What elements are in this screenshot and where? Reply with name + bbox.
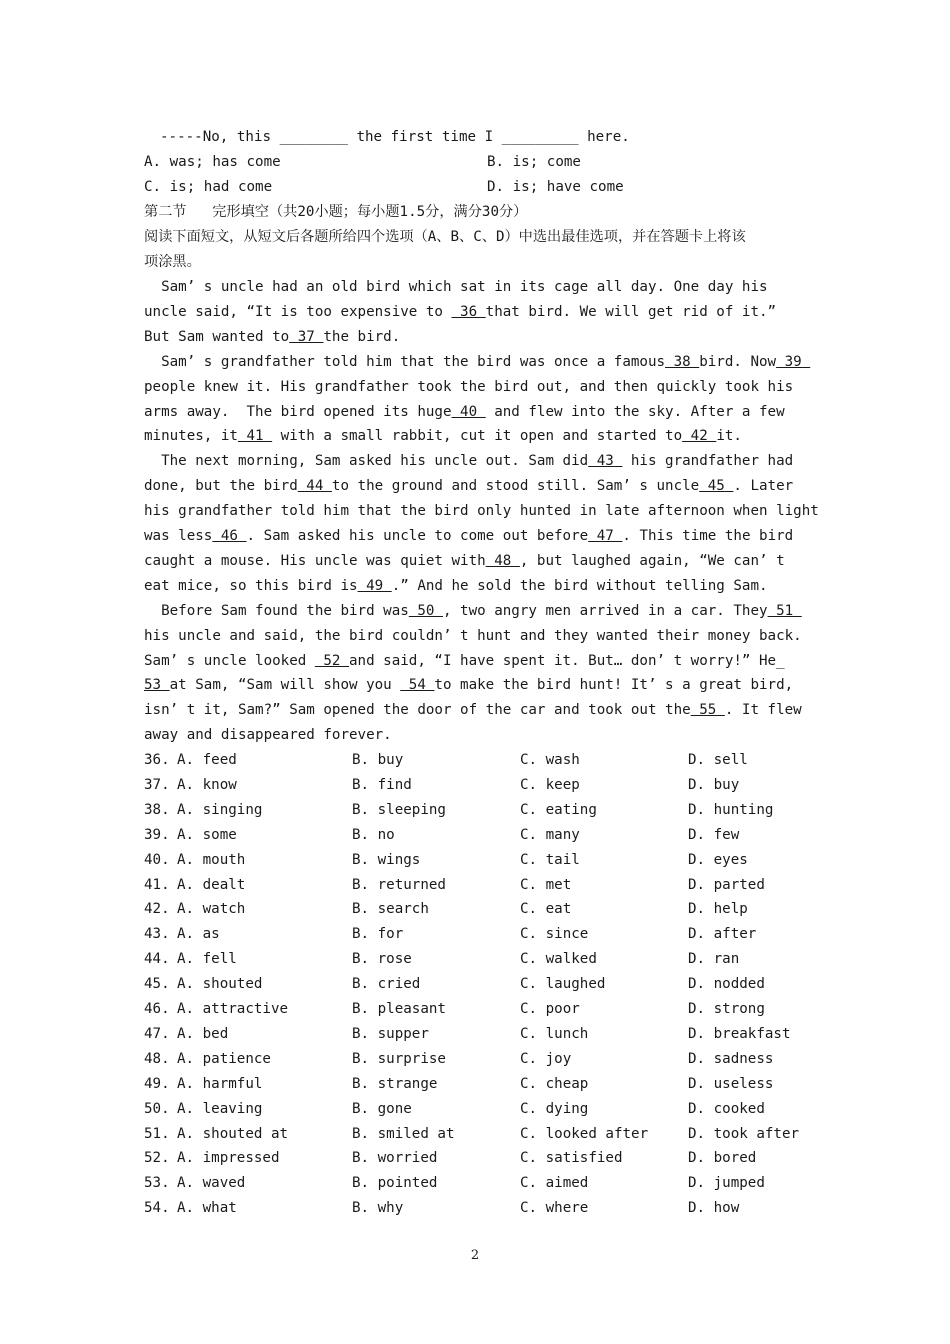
option-a: A. attractive	[177, 1001, 289, 1017]
passage-line	[144, 426, 742, 446]
passage-line	[144, 551, 785, 571]
passage-line	[144, 501, 819, 521]
option-b: B. smiled at	[352, 1125, 455, 1142]
option-c: C. met	[520, 876, 572, 893]
option-d: D. parted	[688, 876, 765, 893]
option-c: C. lunch	[520, 1025, 589, 1042]
passage-text: . This time the bird	[622, 528, 794, 544]
option-b: B. search	[352, 901, 429, 918]
option-b: B. gone	[352, 1100, 412, 1117]
passage-text: that bird. We will get rid of it.”	[485, 303, 777, 320]
passage-line	[144, 700, 802, 720]
blank-number: 47	[588, 528, 623, 544]
option-a: A. feed	[177, 752, 237, 768]
option-c: C. since	[520, 926, 589, 943]
option-b: B. is; come	[487, 154, 581, 170]
passage-line	[144, 377, 793, 397]
passage-line	[144, 402, 785, 422]
blank-number: 42	[682, 428, 717, 445]
option-a: A. what	[177, 1200, 237, 1217]
question-number: 44.	[144, 951, 170, 968]
blank-number: 39	[776, 353, 811, 370]
option-d: D. strong	[688, 1001, 765, 1017]
question-number: 37.	[144, 776, 170, 793]
passage-text: to the ground and stood still. Sam’ s uncle	[331, 478, 700, 495]
option-d: D. how	[688, 1200, 740, 1217]
option-c: C. satisfied	[520, 1150, 623, 1167]
option-a: A. was; has come	[144, 154, 281, 170]
passage-text: caught a mouse. His uncle was quiet with	[144, 552, 486, 569]
option-d: D. after	[688, 926, 757, 943]
passage-line	[144, 277, 768, 297]
option-b: B. find	[352, 776, 412, 793]
option-a: A. leaving	[177, 1100, 263, 1117]
option-b: B. supper	[352, 1025, 429, 1042]
passage-text: _	[776, 652, 785, 669]
question-number: 47.	[144, 1025, 170, 1042]
passage-text: his grandfather had	[622, 453, 794, 470]
passage-text: , two angry men arrived in a car. They	[442, 602, 768, 619]
blank-number: 43	[588, 453, 623, 470]
option-b: B. wings	[352, 851, 421, 868]
passage-text: The next morning, Sam asked his uncle out. Sam did	[144, 453, 589, 470]
option-a: A. waved	[177, 1175, 246, 1192]
blank-number: 46	[212, 528, 247, 544]
passage-line	[144, 327, 400, 347]
passage-line	[144, 302, 776, 322]
question-number: 43.	[144, 926, 170, 943]
option-b: B. why	[352, 1200, 404, 1217]
option-b: B. rose	[352, 951, 412, 968]
option-c: C. is; had come	[144, 179, 273, 195]
passage-text: eat mice, so this bird is	[144, 577, 358, 594]
passage-text: Sam’ s grandfather told him that the bird was once a famous	[144, 353, 666, 370]
passage-line	[144, 476, 793, 496]
passage-text: and said, “I have spent it. But… don’ t worry!” He	[349, 652, 777, 669]
question-number: 54.	[144, 1200, 170, 1217]
option-c: C. walked	[520, 951, 597, 968]
blank-number: 48	[485, 552, 520, 569]
blank-number: 40	[451, 403, 486, 420]
blank-number: 36	[451, 303, 486, 320]
option-a: A. mouth	[177, 851, 246, 868]
option-d: D. eyes	[688, 851, 748, 868]
section-instruction: 阅读下面短文，从短文后各题所给四个选项（A、B、C、D）中选出最佳选项，并在答题卡上将该	[144, 229, 746, 245]
option-a: A. patience	[177, 1050, 271, 1067]
blank-number: 45	[699, 478, 734, 495]
option-c: C. keep	[520, 776, 580, 793]
option-b: B. surprise	[352, 1050, 446, 1067]
option-d: D. is; have come	[487, 179, 624, 195]
blank-number: 54	[400, 677, 435, 694]
option-c: C. where	[520, 1200, 589, 1217]
section-heading: 第二节 完形填空（共20小题；每小题1.5分，满分30分）	[144, 204, 528, 220]
option-c: C. looked after	[520, 1125, 649, 1142]
passage-text: and flew into the sky. After a few	[485, 403, 785, 420]
option-b: B. sleeping	[352, 801, 446, 818]
blank-number: 49	[357, 577, 392, 594]
option-a: A. dealt	[177, 876, 246, 893]
passage-text: at Sam, “Sam will show you	[169, 677, 401, 694]
passage-text: with a small rabbit, cut it open and started to	[272, 428, 683, 445]
option-a: A. singing	[177, 801, 263, 818]
option-a: A. harmful	[177, 1075, 263, 1092]
passage-text: uncle said, “It is too expensive to	[144, 303, 452, 320]
blank-number: 44	[297, 478, 332, 495]
blank-number: 50	[408, 602, 443, 619]
question-number: 48.	[144, 1050, 170, 1067]
passage-text: Before Sam found the bird was	[144, 602, 409, 619]
blank-number: 37	[289, 328, 324, 345]
passage-text: bird. Now	[699, 353, 777, 370]
option-b: B. for	[352, 926, 404, 943]
passage-line	[144, 451, 793, 471]
question-number: 36.	[144, 752, 170, 768]
blank-number: 38	[665, 353, 700, 370]
passage-text: minutes, it	[144, 428, 238, 445]
passage-text: . Sam asked his uncle to come out before	[246, 528, 589, 544]
option-b: B. no	[352, 826, 395, 843]
passage-line	[144, 675, 793, 695]
passage-text: his uncle and said, the bird couldn’ t hunt and they wanted their money back.	[144, 627, 802, 644]
option-d: D. help	[688, 901, 748, 918]
question-number: 42.	[144, 901, 170, 918]
blank-number: 55	[690, 702, 725, 719]
option-c: C. wash	[520, 752, 580, 768]
passage-text: Sam’ s uncle looked	[144, 652, 315, 669]
passage-text: people knew it. His grandfather took the bird out, and then quickly took his	[144, 378, 794, 395]
option-a: A. impressed	[177, 1150, 280, 1167]
option-c: C. joy	[520, 1050, 572, 1067]
question-line: -----No, this ________ the first time I _________ here.	[160, 129, 630, 145]
passage-text: to make the bird hunt! It’ s a great bird,	[434, 677, 794, 694]
question-number: 49.	[144, 1075, 170, 1092]
passage-line	[144, 526, 793, 546]
passage-text: arms away. The bird opened its huge	[144, 403, 452, 420]
option-b: B. returned	[352, 876, 446, 893]
option-d: D. jumped	[688, 1175, 765, 1192]
option-a: A. shouted	[177, 976, 263, 993]
option-a: A. fell	[177, 951, 237, 968]
question-number: 38.	[144, 801, 170, 818]
option-c: C. eat	[520, 901, 572, 918]
option-d: D. nodded	[688, 976, 765, 993]
passage-line	[144, 352, 810, 372]
question-number: 53.	[144, 1175, 170, 1192]
passage-text: away and disappeared forever.	[144, 727, 392, 744]
option-a: A. as	[177, 926, 220, 943]
blank-number: 53	[144, 677, 170, 694]
passage-text: . Later	[733, 478, 794, 495]
passage-text: Sam’ s uncle had an old bird which sat in its cage all day. One day his	[144, 279, 768, 295]
passage-line	[144, 725, 392, 745]
passage-text: the bird.	[323, 328, 401, 345]
question-number: 41.	[144, 876, 170, 893]
option-c: C. dying	[520, 1100, 589, 1117]
passage-text: .” And he sold the bird without telling Sam.	[391, 577, 768, 594]
option-d: D. ran	[688, 951, 740, 968]
passage-line	[144, 576, 768, 596]
option-b: B. cried	[352, 976, 421, 993]
option-a: A. some	[177, 826, 237, 843]
passage-text: isn’ t it, Sam?” Sam opened the door of the car and took out the	[144, 702, 691, 719]
blank-number: 51	[767, 602, 802, 619]
passage-line	[144, 601, 802, 621]
passage-text: it.	[716, 428, 742, 445]
question-number: 39.	[144, 826, 170, 843]
option-b: B. buy	[352, 752, 404, 768]
passage-text: done, but the bird	[144, 478, 298, 495]
option-c: C. aimed	[520, 1175, 589, 1192]
option-c: C. poor	[520, 1001, 580, 1017]
option-c: C. laughed	[520, 976, 606, 993]
passage-text: his grandfather told him that the bird only hunted in late afternoon when light	[144, 503, 819, 520]
passage-text: was less	[144, 528, 213, 544]
question-number: 52.	[144, 1150, 170, 1167]
question-number: 46.	[144, 1001, 170, 1017]
option-b: B. strange	[352, 1075, 438, 1092]
blank-number: 41	[237, 428, 273, 445]
question-number: 45.	[144, 976, 170, 993]
page-number: 2	[470, 1248, 480, 1263]
option-d: D. took after	[688, 1125, 800, 1142]
option-d: D. buy	[688, 776, 740, 793]
option-d: D. hunting	[688, 801, 774, 818]
option-b: B. pointed	[352, 1175, 438, 1192]
option-d: D. sadness	[688, 1050, 774, 1067]
option-c: C. many	[520, 826, 580, 843]
option-a: A. know	[177, 776, 237, 793]
option-d: D. cooked	[688, 1100, 765, 1117]
option-c: C. cheap	[520, 1075, 589, 1092]
option-d: D. useless	[688, 1075, 774, 1092]
question-number: 50.	[144, 1100, 170, 1117]
option-d: D. bored	[688, 1150, 757, 1167]
option-a: A. watch	[177, 901, 246, 918]
question-number: 51.	[144, 1125, 170, 1142]
section-instruction-cont: 项涂黑。	[144, 254, 201, 270]
passage-line	[144, 651, 785, 671]
option-d: D. few	[688, 826, 740, 843]
question-number: 40.	[144, 851, 170, 868]
passage-line	[144, 626, 802, 646]
option-a: A. bed	[177, 1025, 229, 1042]
passage-text: , but laughed again, “We can’ t	[519, 552, 785, 569]
option-d: D. sell	[688, 752, 748, 768]
passage-text: But Sam wanted to	[144, 328, 290, 345]
option-c: C. eating	[520, 801, 597, 818]
option-a: A. shouted at	[177, 1125, 289, 1142]
option-b: B. worried	[352, 1150, 438, 1167]
blank-number: 52	[314, 652, 350, 669]
passage-text: . It flew	[724, 702, 802, 719]
option-d: D. breakfast	[688, 1025, 791, 1042]
option-b: B. pleasant	[352, 1001, 446, 1017]
option-c: C. tail	[520, 851, 580, 868]
